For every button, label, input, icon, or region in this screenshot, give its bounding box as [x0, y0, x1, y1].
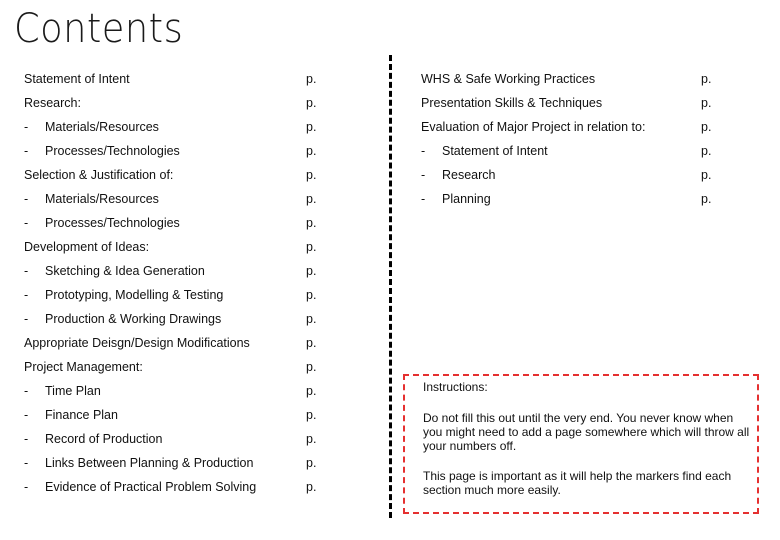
contents-row — [24, 117, 324, 137]
contents-row — [24, 69, 324, 89]
contents-row — [421, 189, 721, 209]
row-page-number: p. — [306, 288, 317, 302]
row-label: Appropriate Deisgn/Design Modifications — [24, 336, 250, 350]
row-page-number: p. — [306, 216, 317, 230]
row-page-number: p. — [306, 360, 317, 374]
row-label: Processes/Technologies — [45, 144, 180, 158]
contents-row — [24, 93, 324, 113]
row-dash: - — [24, 192, 29, 206]
row-label: Statement of Intent — [24, 72, 130, 86]
row-dash: - — [24, 288, 29, 302]
row-page-number: p. — [306, 408, 317, 422]
row-page-number: p. — [306, 336, 317, 350]
row-label: WHS & Safe Working Practices — [421, 72, 596, 86]
page-title: Contents — [14, 6, 184, 52]
row-dash: - — [24, 480, 29, 494]
row-page-number: p. — [306, 312, 317, 326]
row-dash: - — [421, 168, 426, 182]
row-label: Links Between Planning & Production — [45, 456, 254, 470]
row-label: Prototyping, Modelling & Testing — [45, 288, 224, 302]
row-dash: - — [24, 408, 29, 422]
row-page-number: p. — [306, 144, 317, 158]
row-dash: - — [421, 192, 426, 206]
contents-row — [24, 405, 324, 425]
row-dash: - — [24, 432, 29, 446]
row-label: Presentation Skills & Techniques — [421, 96, 603, 110]
instructions-paragraph-1: Do not fill this out until the very end. You never know when you might need to add a page somewhere which will throw all your numbers off. — [423, 411, 750, 453]
row-page-number: p. — [306, 384, 317, 398]
row-page-number: p. — [701, 192, 712, 206]
row-label: Research: — [24, 96, 81, 110]
row-label: Selection & Justification of: — [24, 168, 174, 182]
instructions-paragraph-2: This page is important as it will help the markers find each section much more easily. — [423, 469, 732, 497]
row-page-number: p. — [701, 72, 712, 86]
row-dash: - — [24, 120, 29, 134]
row-dash: - — [24, 264, 29, 278]
contents-row — [421, 165, 721, 185]
contents-row — [24, 333, 324, 353]
contents-row — [24, 357, 324, 377]
row-page-number: p. — [306, 192, 317, 206]
contents-row — [24, 381, 324, 401]
row-page-number: p. — [306, 96, 317, 110]
row-dash: - — [24, 312, 29, 326]
contents-row — [24, 453, 324, 473]
instructions-heading: Instructions: — [423, 380, 488, 394]
row-label: Materials/Resources — [45, 120, 159, 134]
row-page-number: p. — [701, 120, 712, 134]
row-page-number: p. — [306, 264, 317, 278]
row-page-number: p. — [306, 480, 317, 494]
row-dash: - — [24, 216, 29, 230]
contents-row — [421, 141, 721, 161]
contents-row — [24, 189, 324, 209]
row-dash: - — [24, 456, 29, 470]
contents-row — [421, 117, 721, 137]
row-label: Time Plan — [45, 384, 101, 398]
row-label: Evaluation of Major Project in relation to: — [421, 120, 646, 134]
contents-row — [421, 69, 721, 89]
row-label: Research — [442, 168, 496, 182]
row-label: Evidence of Practical Problem Solving — [45, 480, 257, 494]
row-page-number: p. — [306, 456, 317, 470]
row-label: Project Management: — [24, 360, 143, 374]
row-dash: - — [24, 144, 29, 158]
contents-row — [24, 141, 324, 161]
contents-row — [24, 477, 324, 497]
column-divider — [389, 55, 392, 518]
row-page-number: p. — [701, 168, 712, 182]
row-label: Finance Plan — [45, 408, 118, 422]
contents-row — [24, 285, 324, 305]
contents-row — [24, 309, 324, 329]
row-page-number: p. — [306, 72, 317, 86]
row-page-number: p. — [701, 144, 712, 158]
contents-row — [24, 165, 324, 185]
row-page-number: p. — [306, 240, 317, 254]
contents-row — [421, 93, 721, 113]
row-page-number: p. — [701, 96, 712, 110]
row-page-number: p. — [306, 432, 317, 446]
row-dash: - — [421, 144, 426, 158]
row-label: Planning — [442, 192, 491, 206]
row-page-number: p. — [306, 168, 317, 182]
row-label: Record of Production — [45, 432, 163, 446]
row-label: Production & Working Drawings — [45, 312, 222, 326]
row-label: Sketching & Idea Generation — [45, 264, 205, 278]
contents-row — [24, 261, 324, 281]
contents-row — [24, 237, 324, 257]
row-page-number: p. — [306, 120, 317, 134]
row-dash: - — [24, 384, 29, 398]
row-label: Processes/Technologies — [45, 216, 180, 230]
row-label: Statement of Intent — [442, 144, 548, 158]
row-label: Development of Ideas: — [24, 240, 150, 254]
instructions-box — [403, 374, 759, 514]
contents-row — [24, 429, 324, 449]
row-label: Materials/Resources — [45, 192, 159, 206]
contents-row — [24, 213, 324, 233]
